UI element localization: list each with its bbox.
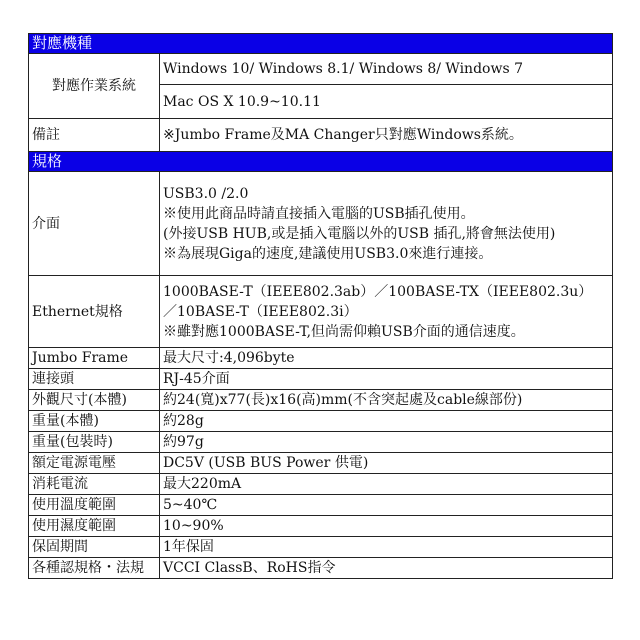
spec-value: 10~90% <box>160 516 613 537</box>
ethernet-line: ／10BASE-T（IEEE802.3i） <box>163 303 358 320</box>
note-row <box>29 119 613 152</box>
spec-value: 5~40℃ <box>160 495 613 516</box>
ethernet-row <box>29 276 613 348</box>
interface-value <box>160 172 613 276</box>
spec-label: 外觀尺寸(本體) <box>29 390 160 411</box>
spec-label: 各種認規格・法規 <box>29 558 160 579</box>
ethernet-label: Ethernet規格 <box>29 276 160 348</box>
spec-row-certification <box>29 558 613 579</box>
note-label: 備註 <box>29 119 160 152</box>
spec-label: 使用濕度範圍 <box>29 516 160 537</box>
section-title: 規格 <box>29 152 613 172</box>
os-row-1 <box>29 54 613 85</box>
spec-row-jumbo <box>29 348 613 369</box>
spec-value: 約24(寬)x77(長)x16(高)mm(不含突起處及cable線部份) <box>160 390 613 411</box>
spec-value: 最大尺寸:4,096byte <box>160 348 613 369</box>
os-label: 對應作業系統 <box>29 54 160 119</box>
note-value: ※Jumbo Frame及MA Changer只對應Windows系統。 <box>160 119 613 152</box>
spec-row-connector <box>29 369 613 390</box>
ethernet-line: ※雖對應1000BASE-T,但尚需仰賴USB介面的通信速度。 <box>163 323 525 340</box>
spec-value: 約28g <box>160 411 613 432</box>
section-title: 對應機種 <box>29 34 613 54</box>
spec-label: 消耗電流 <box>29 474 160 495</box>
section-header-spec <box>29 152 613 172</box>
spec-value: DC5V (USB BUS Power 供電) <box>160 453 613 474</box>
spec-value: 最大220mA <box>160 474 613 495</box>
spec-table <box>28 33 613 579</box>
spec-label: 連接頭 <box>29 369 160 390</box>
interface-line: ※為展現Giga的速度,建議使用USB3.0來進行連接。 <box>163 245 493 262</box>
spec-label: 保固期間 <box>29 537 160 558</box>
spec-value: VCCI ClassB、RoHS指令 <box>160 558 613 579</box>
spec-row-dimensions <box>29 390 613 411</box>
interface-line: (外接USB HUB,或是插入電腦以外的USB 插孔,將會無法使用) <box>163 225 556 242</box>
interface-label: 介面 <box>29 172 160 276</box>
ethernet-value <box>160 276 613 348</box>
spec-row-weight-package <box>29 432 613 453</box>
spec-row-weight-body <box>29 411 613 432</box>
spec-row-humidity <box>29 516 613 537</box>
spec-label: Jumbo Frame <box>29 348 160 369</box>
os-value-windows: Windows 10/ Windows 8.1/ Windows 8/ Windows 7 <box>160 54 613 85</box>
spec-row-warranty <box>29 537 613 558</box>
ethernet-line: 1000BASE-T（IEEE802.3ab）／100BASE-TX（IEEE802.3u） <box>163 283 593 300</box>
spec-value: 1年保固 <box>160 537 613 558</box>
spec-label: 重量(包裝時) <box>29 432 160 453</box>
interface-line: ※使用此商品時請直接插入電腦的USB插孔使用。 <box>163 205 475 222</box>
spec-row-current <box>29 474 613 495</box>
interface-line: USB3.0 /2.0 <box>163 185 249 202</box>
interface-row <box>29 172 613 276</box>
spec-label: 使用溫度範圍 <box>29 495 160 516</box>
spec-row-temperature <box>29 495 613 516</box>
os-value-mac: Mac OS X 10.9~10.11 <box>160 85 613 119</box>
spec-value: RJ-45介面 <box>160 369 613 390</box>
section-header-compat <box>29 34 613 54</box>
spec-label: 重量(本體) <box>29 411 160 432</box>
spec-label: 額定電源電壓 <box>29 453 160 474</box>
spec-row-voltage <box>29 453 613 474</box>
spec-value: 約97g <box>160 432 613 453</box>
